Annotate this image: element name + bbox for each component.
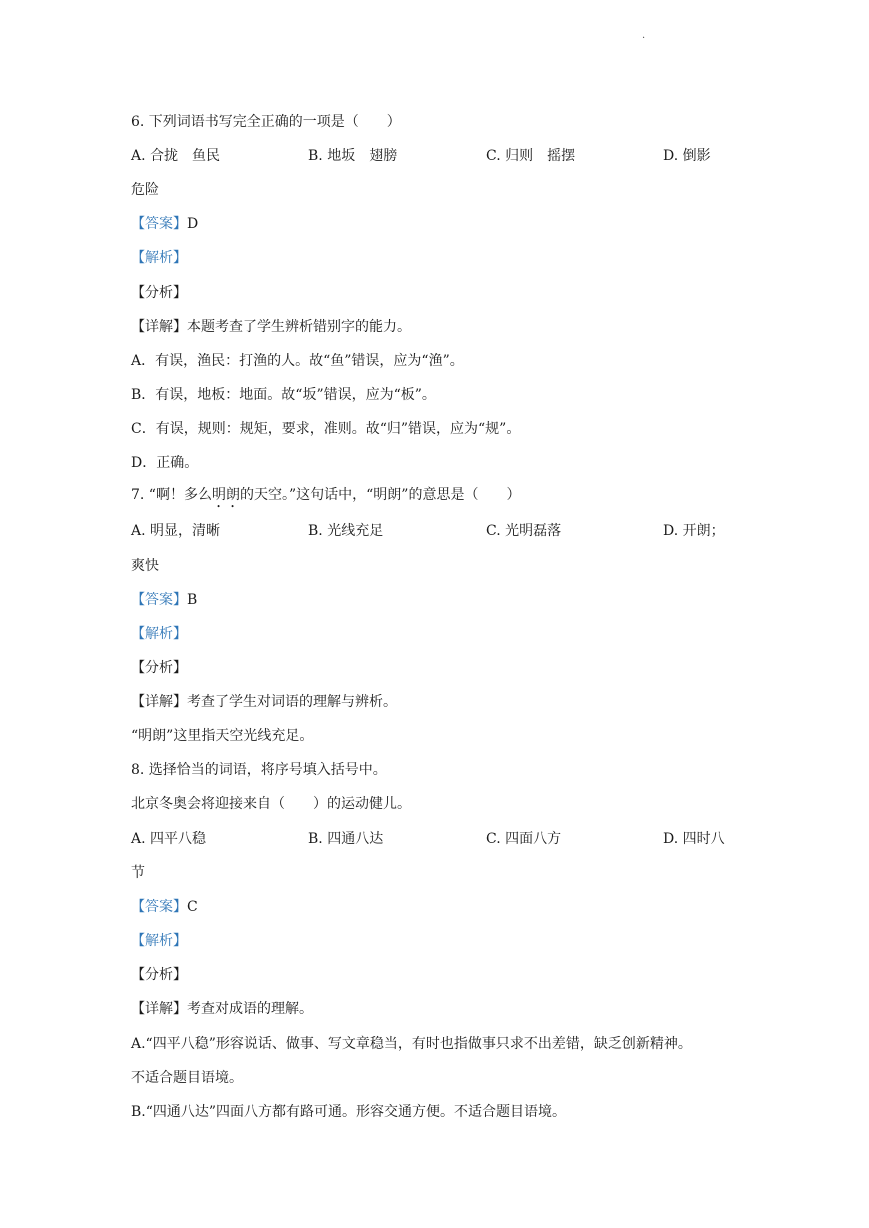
q6-option-b: B. 地坂 翅膀 (308, 148, 398, 164)
q7-detail: 【详解】考查了学生对词语的理解与辨析。 (131, 694, 397, 710)
q8-answer (131, 897, 198, 917)
q7-option-a: A. 明显，清晰 (131, 523, 221, 539)
q7-option-d-wrap: 爽快 (131, 558, 159, 574)
answer-tag: 【答案】 (131, 216, 187, 232)
q8-fenxi: 【分析】 (131, 967, 187, 983)
q7-stem-emphasis: 明朗 (211, 487, 240, 503)
q7-option-d: D. 开朗； (663, 523, 725, 539)
header-dot: · (642, 33, 646, 44)
q8-option-d: D. 四时八 (663, 831, 725, 847)
q8-detail-line: A.“四平八稳”形容说话、做事、写文章稳当，有时也指做事只求不出差错，缺乏创新精神。 (131, 1036, 692, 1052)
q8-option-d-wrap: 节 (131, 865, 145, 881)
answer-tag: 【答案】 (131, 899, 187, 915)
q7-stem-post: 的天空。”这句话中，“明朗”的意思是（ ） (239, 487, 521, 503)
q8-option-c: C. 四面八方 (486, 831, 562, 847)
q7-fenxi: 【分析】 (131, 660, 187, 676)
q6-option-a: A. 合拢 鱼民 (131, 148, 221, 164)
q8-detail: 【详解】考查对成语的理解。 (131, 1001, 313, 1017)
q6-detail-line: A．有误，渔民：打渔的人。故“鱼”错误，应为“渔”。 (131, 353, 464, 369)
q8-option-b: B. 四通八达 (308, 831, 384, 847)
q6-stem: 6. 下列词语书写完全正确的一项是（ ） (131, 114, 401, 130)
q8-sub: 北京冬奥会将迎接来自（ ）的运动健儿。 (131, 796, 411, 812)
q8-option-a: A. 四平八稳 (131, 831, 207, 847)
q7-detail-line: “明朗”这里指天空光线充足。 (131, 728, 314, 744)
q6-detail-line: B．有误，地板：地面。故“坂”错误，应为“板”。 (131, 387, 436, 403)
q6-fenxi: 【分析】 (131, 285, 187, 301)
answer-value: B (187, 592, 198, 608)
q6-detail-line: C．有误，规则：规矩，要求，准则。故“归”错误，应为“规”。 (131, 421, 521, 437)
answer-value: C (187, 899, 198, 915)
q8-stem: 8. 选择恰当的词语，将序号填入括号中。 (131, 762, 387, 778)
q6-answer (131, 214, 198, 234)
q7-option-c: C. 光明磊落 (486, 523, 562, 539)
q7-stem (131, 485, 520, 511)
q6-detail: 【详解】本题考查了学生辨析错别字的能力。 (131, 319, 411, 335)
q8-analysis-tag: 【解析】 (131, 933, 187, 949)
q7-stem-pre: 7. “啊！多么 (131, 487, 212, 503)
answer-tag: 【答案】 (131, 592, 187, 608)
q8-detail-line: 不适合题目语境。 (131, 1070, 243, 1086)
q6-analysis-tag: 【解析】 (131, 250, 187, 266)
q7-answer (131, 590, 197, 610)
answer-value: D (187, 216, 199, 232)
q7-option-b: B. 光线充足 (308, 523, 384, 539)
q6-option-d-wrap: 危险 (131, 182, 159, 198)
q6-option-d: D. 倒影 (663, 148, 711, 164)
q8-detail-line: B.“四通八达”四面八方都有路可通。形容交通方便。不适合题目语境。 (131, 1104, 567, 1120)
q7-analysis-tag: 【解析】 (131, 626, 187, 642)
q6-detail-line: D．正确。 (131, 455, 199, 471)
q6-option-c: C. 归则 摇摆 (486, 148, 576, 164)
